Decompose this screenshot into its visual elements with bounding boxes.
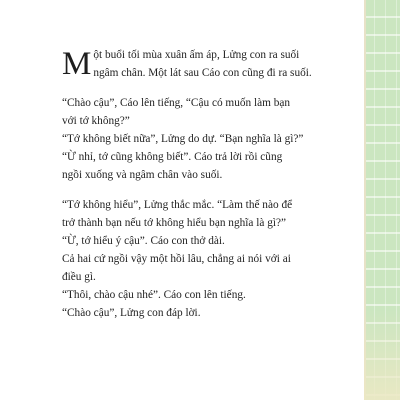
text-line: ngâm chân. Một lát sau Cáo con cũng đi ra suối. [93,67,312,79]
text-line: “Tớ không biết nữa”, Lửng do dự. “Bạn nghĩa là gì?” [62,133,304,145]
illustration-edge-strip [364,0,400,400]
text-line: “Chào cậu”, Lửng con đáp lời. [62,307,201,319]
paragraph-3 [62,196,358,322]
text-line: “Thôi, chào cậu nhé”. Cáo con lên tiếng. [62,289,246,301]
text-line: “Ừ nhỉ, tớ cũng không biết”. Cáo trả lời rồi cũng [62,151,283,163]
paragraph-2 [62,94,358,184]
drop-cap: M [62,46,92,82]
text-line: điều gì. [62,271,96,283]
text-line: “Chào cậu”, Cáo lên tiếng, “Cậu có muốn làm bạn [62,97,291,109]
strip-wash [364,310,400,400]
paragraph-1 [62,46,358,82]
text-line: trở thành bạn nếu tớ không hiểu bạn nghĩa là gì?” [62,217,287,229]
text-line: Cả hai cứ ngồi vậy một hồi lâu, chẳng ai nói với ai [62,253,291,265]
text-line: “Ừ, tớ hiểu ý cậu”. Cáo con thở dài. [62,235,225,247]
text-line: với tớ không?” [62,115,130,127]
text-line: ột buổi tối mùa xuân ấm áp, Lửng con ra suối [93,49,300,61]
story-text [62,44,358,334]
text-line: “Tớ không hiểu”, Lửng thắc mắc. “Làm thế nào để [62,199,293,211]
text-line: ngồi xuống và ngâm chân vào suối. [62,169,223,181]
